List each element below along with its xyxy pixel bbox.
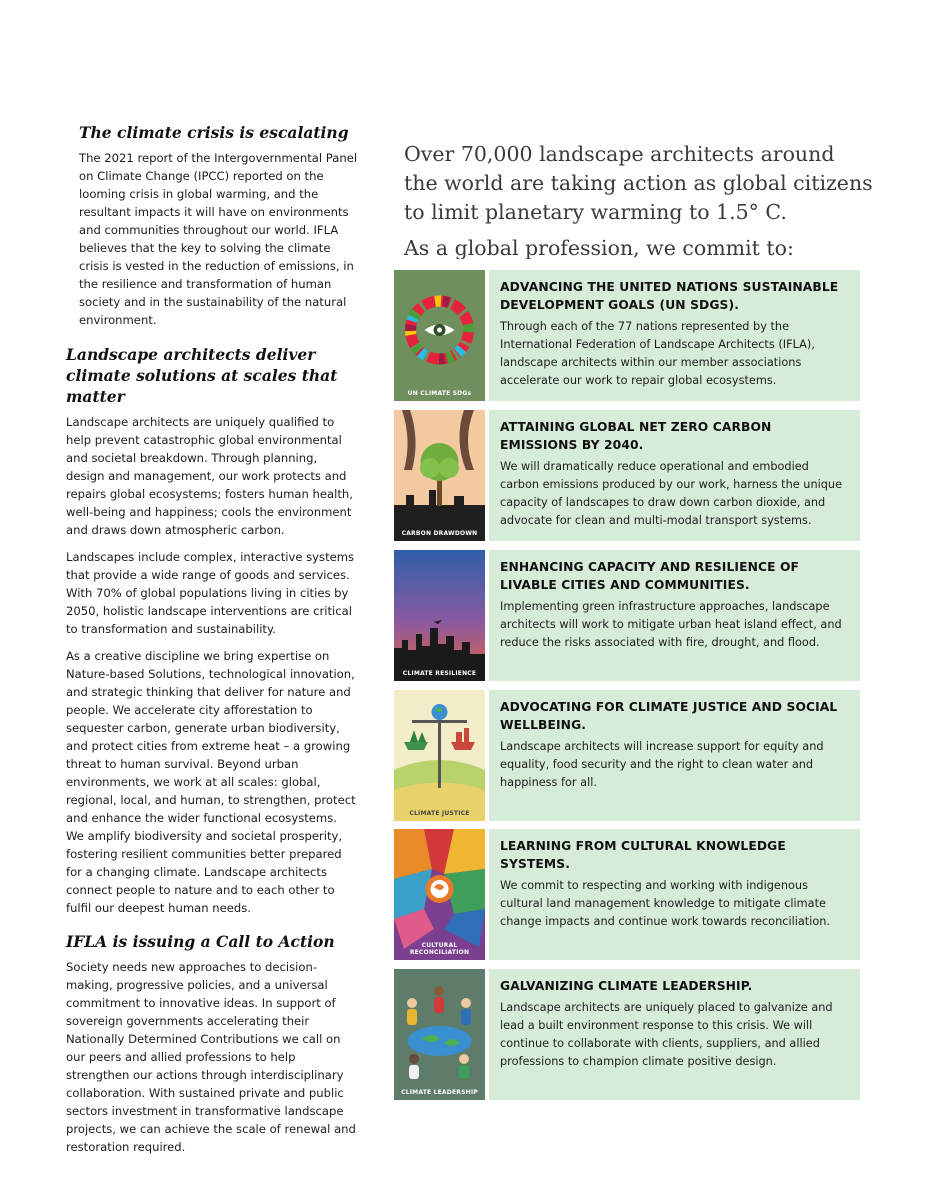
card-body [489,550,860,681]
commitment-card-leadership [394,969,860,1100]
card-title: ADVOCATING FOR CLIMATE JUSTICE AND SOCIAL WELLBEING. [500,700,838,732]
people-around-globe-table-icon [394,969,485,1100]
card-text: Landscape architects will increase support for equity and equality, food security and the right to clean water and happiness for all. [500,740,824,789]
commitment-card-carbon [394,410,860,541]
card-title: LEARNING FROM CULTURAL KNOWLEDGE SYSTEMS. [500,839,786,871]
section-heading: IFLA is issuing a Call to Action [66,932,335,951]
city-skyline-icon [394,550,485,681]
card-title: ADVANCING THE UNITED NATIONS SUSTAINABLE DEVELOPMENT GOALS (UN SDGS). [500,280,839,312]
thumb-caption: CARBON DRAWDOWN [401,530,478,537]
sdg-wheel-icon [394,270,485,401]
card-text: We commit to respecting and working with indigenous cultural land management knowledge to mitigate climate change impacts and continue work towards reconciliation. [500,879,831,928]
section-paragraph: As a creative discipline we bring expertise on Nature-based Solutions, technological innovation, and strategic thinking that deliver for nature and people. We accelerate city afforestation to sequester carbon, generate urban biodiversity, and protect cities from extreme heat – a growing threat to human survival. Beyond urban environments, we work at all scales: global, regional, local, and human, to strengthen, protect and enhance the wider functional ecosystems. We amplify biodiversity and societal prosperity, fostering resilient communities better prepared for a changing climate. Landscape architects connect people to nature and to each other to fulfil our deepest human needs. [66,649,356,915]
left-column [66,122,358,1156]
thumb-caption: CLIMATE LEADERSHIP [401,1089,478,1096]
card-title: GALVANIZING CLIMATE LEADERSHIP. [500,979,753,993]
card-text: We will dramatically reduce operational and embodied carbon emissions produced by our work, harness the unique capacity of landscapes to draw down carbon dioxide, and advocate for clean and multi-modal transport systems. [500,460,843,527]
commit-heading: As a global profession, we commit to: [404,236,794,259]
card-title: ATTAINING GLOBAL NET ZERO CARBON EMISSIONS BY 2040. [500,420,772,452]
section-climate-crisis [66,122,358,329]
thumb-caption: UN CLIMATE SDGs [407,390,472,397]
card-body [489,969,860,1100]
card-body [489,829,860,960]
card-text: Implementing green infrastructure approaches, landscape architects will work to mitigate urban heat island effect, and reduce the risks associated with fire, drought, and flood. [500,600,842,649]
tree-smokestacks-icon [394,410,485,541]
commitment-card-justice [394,690,860,821]
balance-scale-icon [394,690,485,821]
thumb-caption: CULTURAL RECONCILIATION [409,942,470,956]
commitment-card-sdgs [394,270,860,401]
intro-statement: Over 70,000 landscape architects around the world are taking action as global citizens to limit planetary warming to 1.5° C. [404,142,873,224]
section-paragraph: The 2021 report of the Intergovernmental Panel on Climate Change (IPCC) reported on the looming crisis in global warming, and the resultant impacts it will have on environments and communities throughout our world. IFLA believes that the key to solving the climate crisis is vested in the reduction of emissions, in the resilience and transformation of human society and in the sustainability of the natural environment. [79,151,358,327]
commitment-card-cultural [394,829,860,960]
thumb-caption: CLIMATE RESILIENCE [402,670,477,677]
section-paragraph: Landscapes include complex, interactive systems that provide a wide range of goods and services. With 70% of global populations living in cities by 2050, holistic landscape interventions are critical to transformation and sustainability. [66,550,355,636]
commitment-card-resilience [394,550,860,681]
card-text: Landscape architects are uniquely placed to galvanize and lead a built environment response to this crisis. We will continue to collaborate with clients, suppliers, and allied professions to champion climate positive design. [500,1001,833,1068]
card-body [489,410,860,541]
card-text: Through each of the 77 nations represented by the International Federation of Landscape Architects (IFLA), landscape architects within our member associations accelerate our work to repair global ecosystems. [500,320,815,387]
section-paragraph: Society needs new approaches to decision-making, progressive policies, and a universal commitment to innovative ideas. In support of sovereign governments accelerating their Nationally Determined Contributions we call on our peers and allied professions to help strengthen our actions through interdisciplinary collaboration. With sustained private and public sectors investment in transformative landscape projects, we can achieve the scale of renewal and restoration required. [66,960,356,1154]
section-paragraph: Landscape architects are uniquely qualified to help prevent catastrophic global environmental and societal breakdown. Through planning, design and management, our work protects and repairs global ecosystems; fosters human health, well-being and happiness; cools the environment and draws down atmospheric carbon. [66,415,353,537]
section-climate-solutions [66,344,358,917]
thumb-caption: CLIMATE JUSTICE [409,810,470,817]
card-title: ENHANCING CAPACITY AND RESILIENCE OF LIVABLE CITIES AND COMMUNITIES. [500,560,800,592]
section-call-to-action [66,931,358,1156]
raised-hands-globe-icon [394,829,485,960]
card-body [489,270,860,401]
section-heading: Landscape architects deliver climate solutions at scales that matter [66,345,338,406]
section-heading: The climate crisis is escalating [79,123,349,142]
card-body [489,690,860,821]
